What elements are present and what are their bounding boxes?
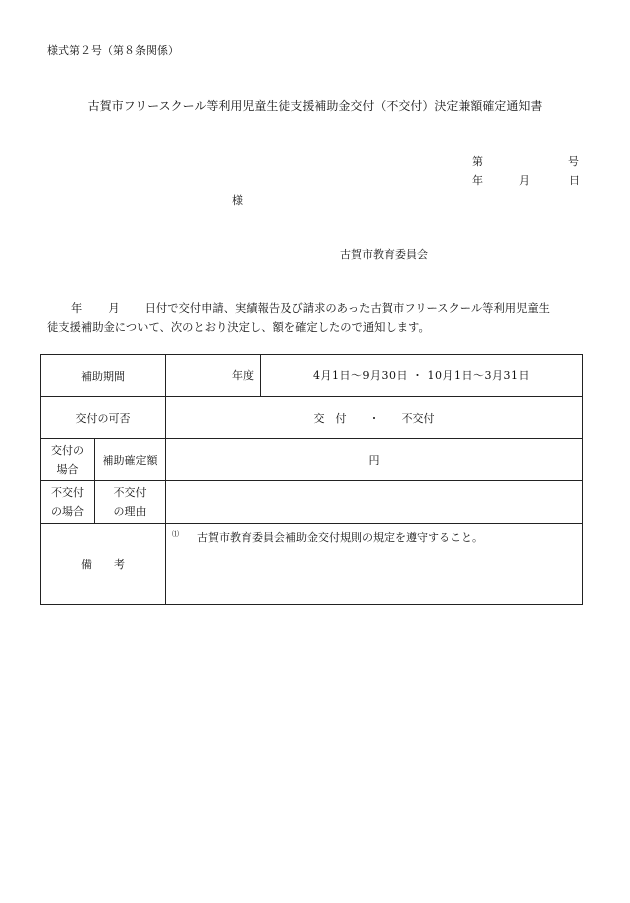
decision-label-cell: 交付の可否 — [41, 397, 166, 439]
remarks-value-cell — [166, 524, 583, 605]
date-month-label: 月 — [519, 174, 530, 187]
nongrant-reason-label — [95, 481, 166, 524]
grant-amount-label: 補助確定額 — [95, 439, 166, 481]
nongrant-case-line-1: 不交付 — [51, 486, 84, 499]
table-row — [41, 355, 583, 397]
decision-options-cell: 交 付 ・ 不交付 — [166, 397, 583, 439]
grant-case-line-2: 場合 — [56, 462, 79, 476]
addressee-honorific: 様 — [232, 194, 243, 207]
nongrant-reason-value — [166, 481, 583, 524]
remarks-label-cell: 備 考 — [41, 524, 166, 605]
period-value-cell — [166, 355, 583, 397]
nongrant-reason-line-2: の理由 — [113, 505, 147, 518]
body-paragraph-line-2: 徒支援補助金について、次のとおり決定し、額を確定したので通知します。 — [47, 321, 430, 334]
remark-text: 古賀市教育委員会補助金交付規則の規定を遵守すること。 — [197, 531, 483, 544]
grant-amount-value: 円 — [166, 439, 583, 481]
grant-decision-table — [40, 354, 583, 605]
grant-case-line-1: 交付の — [51, 443, 84, 457]
form-number: 様式第２号（第８条関係） — [47, 44, 179, 57]
grant-case-label — [41, 439, 95, 481]
document-number-suffix: 号 — [568, 155, 579, 168]
nongrant-reason-line-1: 不交付 — [113, 486, 147, 499]
table-row — [41, 397, 583, 439]
body-month-label: 月 — [108, 302, 120, 315]
fiscal-year-label: 年度 — [166, 355, 261, 396]
nongrant-case-label — [41, 481, 95, 524]
body-text-1: 日付で交付申請、実績報告及び請求のあった古賀市フリースクール等利用児童生 — [144, 302, 550, 315]
body-paragraph-line-1 — [47, 299, 587, 319]
document-title: 古賀市フリースクール等利用児童生徒支援補助金交付（不交付）決定兼額確定通知書 — [87, 99, 543, 113]
table-row — [41, 439, 583, 481]
nongrant-case-line-2: の場合 — [51, 505, 84, 518]
date-year-label: 年 — [472, 174, 483, 187]
body-year-label: 年 — [71, 302, 83, 315]
remark-number: ⑴ — [172, 530, 179, 538]
table-row — [41, 481, 583, 524]
document-number-prefix: 第 — [472, 155, 483, 168]
remark-item — [166, 524, 582, 550]
period-label-cell: 補助期間 — [41, 355, 166, 397]
date-day-label: 日 — [569, 174, 580, 187]
table-row — [41, 524, 583, 605]
period-ranges: 4月1日～9月30日 ・ 10月1日～3月31日 — [313, 369, 530, 382]
issuer-name: 古賀市教育委員会 — [340, 248, 428, 261]
